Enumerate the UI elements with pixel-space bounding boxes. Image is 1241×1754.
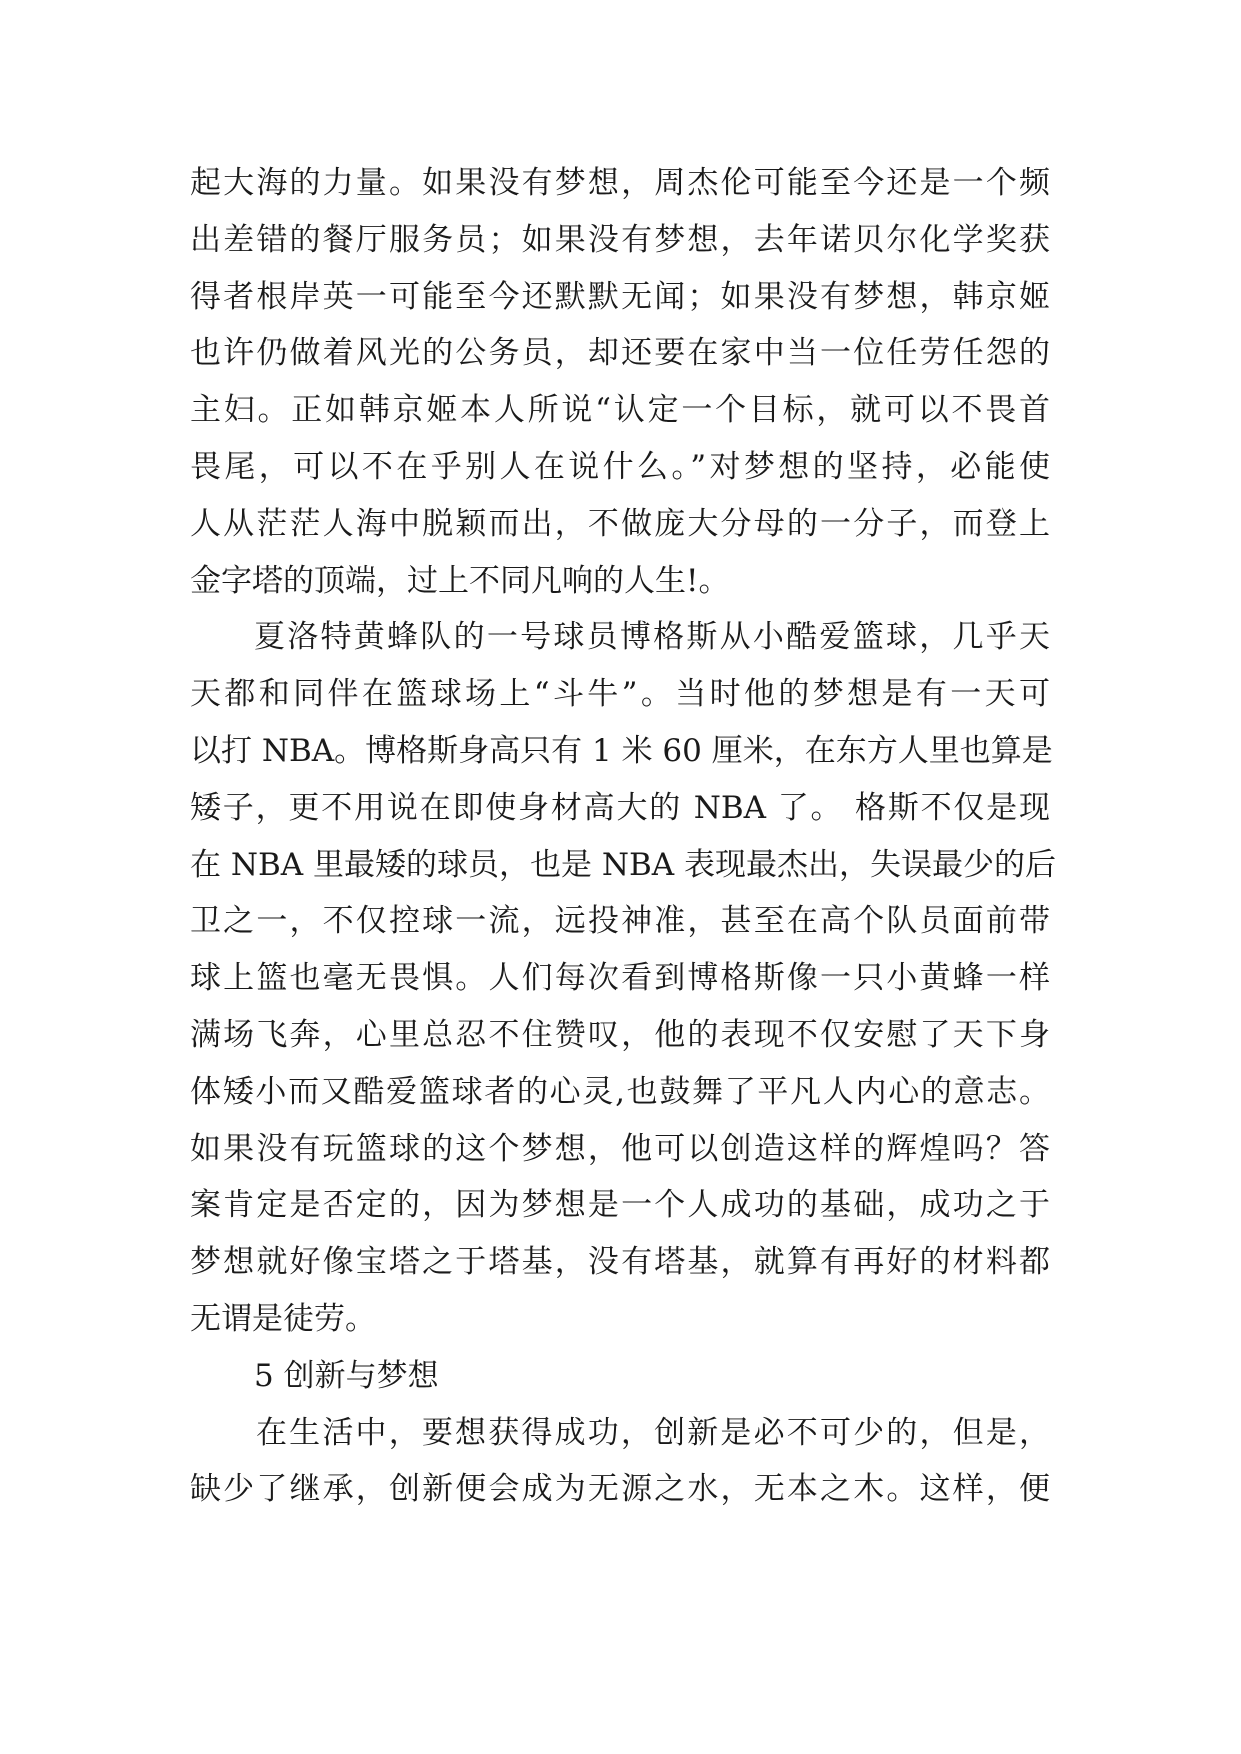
- text-line: 体矮小而又酷爱篮球者的心灵,也鼓舞了平凡人内心的意志。: [190, 1073, 1050, 1110]
- text-line: 金字塔的顶端，过上不同凡响的人生!。: [190, 562, 730, 599]
- text-line: 梦想就好像宝塔之于塔基，没有塔基，就算有再好的材料都: [190, 1244, 1050, 1281]
- document-body: [190, 155, 1056, 1518]
- text-line: 主妇。正如韩京姬本人所说“认定一个目标，就可以不畏首: [190, 392, 1050, 429]
- text-line: 夏洛特黄蜂队的一号球员博格斯从小酷爱篮球，几乎天: [254, 619, 1050, 656]
- text-line: 以打 NBA。博格斯身高只有 1 米 60 厘米，在东方人里也算是: [190, 732, 1053, 769]
- text-line: 起大海的力量。如果没有梦想，周杰伦可能至今还是一个频: [190, 165, 1050, 201]
- text-line: 缺少了继承，创新便会成为无源之水，无本之木。这样，便: [190, 1471, 1050, 1508]
- text-line: 在生活中，要想获得成功，创新是必不可少的，但是，: [256, 1414, 1050, 1451]
- text-line: 案肯定是否定的，因为梦想是一个人成功的基础，成功之于: [190, 1187, 1050, 1224]
- text-line: 满场飞奔，心里总忍不住赞叹，他的表现不仅安慰了天下身: [190, 1016, 1050, 1053]
- text-line: 出差错的餐厅服务员；如果没有梦想，去年诺贝尔化学奖获: [190, 221, 1050, 258]
- text-line: 畏尾，可以不在乎别人在说什么。”对梦想的坚持，必能使: [190, 448, 1050, 485]
- text-line: 在 NBA 里最矮的球员，也是 NBA 表现最杰出，失误最少的后: [190, 846, 1056, 883]
- text-line: 卫之一，不仅控球一流，远投神准，甚至在高个队员面前带: [190, 903, 1050, 940]
- text-line: 矮子，更不用说在即使身材高大的 NBA 了。 格斯不仅是现: [190, 789, 1050, 826]
- text-line: 无谓是徒劳。: [190, 1300, 376, 1337]
- text-line: 天都和同伴在篮球场上“斗牛”。当时他的梦想是有一天可: [190, 676, 1050, 713]
- section-heading: 5 创新与梦想: [254, 1357, 439, 1394]
- text-line: 人从茫茫人海中脱颖而出，不做庞大分母的一分子，而登上: [190, 505, 1050, 542]
- text-line: 也许仍做着风光的公务员，却还要在家中当一位任劳任怨的: [190, 335, 1050, 372]
- text-line: 球上篮也毫无畏惧。人们每次看到博格斯像一只小黄蜂一样: [190, 960, 1050, 997]
- text-line: 得者根岸英一可能至今还默默无闻；如果没有梦想，韩京姬: [190, 278, 1050, 315]
- text-line: 如果没有玩篮球的这个梦想，他可以创造这样的辉煌吗？答: [190, 1130, 1050, 1167]
